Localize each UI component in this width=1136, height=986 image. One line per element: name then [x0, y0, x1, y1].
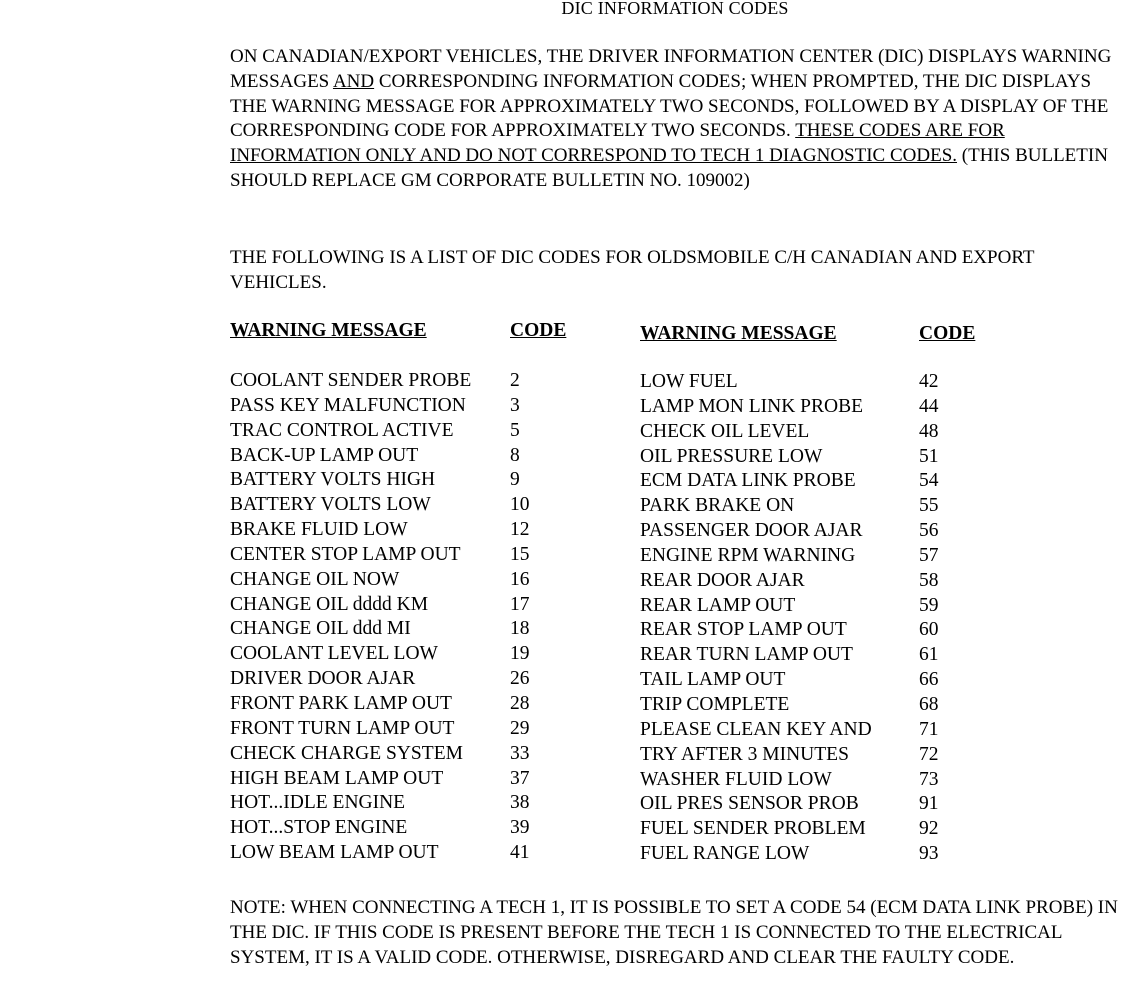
code-value: 73 — [919, 768, 939, 790]
warning-message: OIL PRESSURE LOW — [640, 445, 823, 467]
code-value: 9 — [510, 469, 520, 491]
code-row-right — [640, 718, 960, 743]
code-row-left — [230, 791, 550, 816]
code-value: 17 — [510, 593, 530, 615]
code-value: 29 — [510, 717, 530, 739]
header-code-left: CODE — [510, 320, 567, 341]
intro-paragraph — [230, 45, 1130, 194]
code-value: 44 — [919, 395, 939, 417]
code-row-left — [230, 767, 550, 792]
code-value: 72 — [919, 743, 939, 765]
warning-message: REAR STOP LAMP OUT — [640, 619, 847, 641]
warning-message: REAR TURN LAMP OUT — [640, 644, 853, 666]
code-row-left — [230, 617, 550, 642]
code-table-left — [230, 369, 550, 866]
warning-message: HOT...IDLE ENGINE — [230, 792, 406, 814]
code-row-left — [230, 841, 550, 866]
code-row-right — [640, 395, 960, 420]
warning-message: TRY AFTER 3 MINUTES — [640, 743, 849, 765]
warning-message: CENTER STOP LAMP OUT — [230, 543, 461, 565]
code-row-left — [230, 444, 550, 469]
code-value: 15 — [510, 543, 530, 565]
code-value: 19 — [510, 643, 530, 665]
code-value: 54 — [919, 470, 939, 492]
warning-message: PARK BRAKE ON — [640, 495, 795, 517]
header-warning-message-left: WARNING MESSAGE — [230, 320, 427, 341]
warning-message: LOW BEAM LAMP OUT — [230, 842, 439, 864]
code-value: 38 — [510, 792, 530, 814]
code-row-right — [640, 544, 960, 569]
code-row-left — [230, 369, 550, 394]
warning-message: LAMP MON LINK PROBE — [640, 395, 864, 417]
warning-message: BACK-UP LAMP OUT — [230, 444, 419, 466]
warning-message: HOT...STOP ENGINE — [230, 817, 408, 839]
code-value: 55 — [919, 495, 939, 517]
code-row-right — [640, 743, 960, 768]
list-intro-paragraph: THE FOLLOWING IS A LIST OF DIC CODES FOR OLDSMOBILE C/H CANADIAN AND EXPORT VEHICLES. — [230, 247, 1035, 293]
code-row-right — [640, 618, 960, 643]
warning-message: ECM DATA LINK PROBE — [640, 470, 856, 492]
warning-message: CHECK OIL LEVEL — [640, 420, 810, 442]
warning-message: DRIVER DOOR AJAR — [230, 668, 416, 690]
code-row-left — [230, 468, 550, 493]
code-value: 39 — [510, 817, 530, 839]
code-value: 26 — [510, 668, 530, 690]
warning-message: REAR DOOR AJAR — [640, 569, 805, 591]
code-row-right — [640, 370, 960, 395]
warning-message: PLEASE CLEAN KEY AND — [640, 718, 872, 740]
code-row-right — [640, 768, 960, 793]
code-value: 41 — [510, 842, 530, 864]
code-row-left — [230, 717, 550, 742]
code-value: 48 — [919, 420, 939, 442]
code-row-left — [230, 642, 550, 667]
code-row-right — [640, 693, 960, 718]
code-value: 57 — [919, 544, 939, 566]
warning-message: FUEL SENDER PROBLEM — [640, 818, 866, 840]
code-value: 61 — [919, 644, 939, 666]
warning-message: FUEL RANGE LOW — [640, 843, 810, 865]
code-value: 92 — [919, 818, 939, 840]
code-value: 59 — [919, 594, 939, 616]
code-row-right — [640, 792, 960, 817]
page-title: DIC INFORMATION CODES — [561, 0, 789, 18]
code-value: 60 — [919, 619, 939, 641]
warning-message: ENGINE RPM WARNING — [640, 544, 856, 566]
code-value: 91 — [919, 793, 939, 815]
warning-message: LOW FUEL — [640, 371, 738, 392]
code-value: 12 — [510, 519, 530, 541]
code-row-right — [640, 469, 960, 494]
warning-message: TAIL LAMP OUT — [640, 669, 786, 691]
warning-message: BATTERY VOLTS LOW — [230, 494, 431, 516]
intro-and-underlined: AND — [332, 70, 375, 92]
warning-message: OIL PRES SENSOR PROB — [640, 793, 859, 815]
code-row-right — [640, 420, 960, 445]
code-value: 2 — [510, 370, 520, 391]
warning-message: CHECK CHARGE SYSTEM — [230, 742, 463, 764]
warning-message: CHANGE OIL ddd MI — [230, 618, 411, 640]
code-value: 93 — [919, 843, 939, 865]
intro-text-2: CORRESPONDING INFORMATION CODES; WHEN PROMPTED, THE DIC DISPLAYS THE WARNING MESSAGE FOR APPROXIMATELY TWO SECONDS, FOLLOWED BY A DISPLAY OF THE CORRESPONDING CODE FOR APPROXIMATELY TWO SECONDS. — [230, 70, 1109, 142]
warning-message: FRONT TURN LAMP OUT — [230, 717, 455, 739]
header-code-right: CODE — [919, 323, 976, 344]
code-value: 71 — [919, 718, 939, 740]
code-row-right — [640, 817, 960, 842]
code-row-left — [230, 568, 550, 593]
code-value: 68 — [919, 693, 939, 715]
code-row-left — [230, 543, 550, 568]
code-row-left — [230, 816, 550, 841]
warning-message: PASS KEY MALFUNCTION — [230, 394, 466, 416]
warning-message: TRAC CONTROL ACTIVE — [230, 419, 454, 441]
warning-message: CHANGE OIL dddd KM — [230, 593, 429, 615]
warning-message: BRAKE FLUID LOW — [230, 519, 408, 541]
code-value: 16 — [510, 568, 530, 590]
code-value: 18 — [510, 618, 530, 640]
warning-message: COOLANT SENDER PROBE — [230, 370, 472, 391]
code-value: 42 — [919, 371, 939, 392]
code-value: 5 — [510, 419, 520, 441]
code-row-right — [640, 494, 960, 519]
header-warning-message-right: WARNING MESSAGE — [640, 323, 837, 344]
code-value: 66 — [919, 669, 939, 691]
warning-message: COOLANT LEVEL LOW — [230, 643, 438, 665]
code-row-left — [230, 518, 550, 543]
code-row-left — [230, 419, 550, 444]
intro-text-1: ON CANADIAN/EXPORT VEHICLES, THE DRIVER INFORMATION CENTER (DIC) DISPLAYS WARNING MESSAGES — [230, 46, 1112, 92]
code-row-right — [640, 594, 960, 619]
warning-message: TRIP COMPLETE — [640, 693, 790, 715]
code-row-right — [640, 569, 960, 594]
code-row-left — [230, 593, 550, 618]
warning-message: CHANGE OIL NOW — [230, 568, 400, 590]
code-row-right — [640, 519, 960, 544]
code-value: 28 — [510, 692, 530, 714]
code-table-right — [640, 370, 960, 867]
warning-message: FRONT PARK LAMP OUT — [230, 692, 452, 714]
code-value: 51 — [919, 445, 939, 467]
code-value: 58 — [919, 569, 939, 591]
code-row-left — [230, 493, 550, 518]
warning-message: PASSENGER DOOR AJAR — [640, 520, 863, 542]
code-value: 56 — [919, 520, 939, 542]
warning-message: REAR LAMP OUT — [640, 594, 796, 616]
code-value: 33 — [510, 742, 530, 764]
intro-text-3: (THIS BULLETIN SHOULD REPLACE GM CORPORATE BULLETIN NO. 109002) — [230, 145, 1108, 191]
code-row-right — [640, 643, 960, 668]
note-paragraph: NOTE: WHEN CONNECTING A TECH 1, IT IS POSSIBLE TO SET A CODE 54 (ECM DATA LINK PROBE) IN THE DIC. IF THIS CODE IS PRESENT BEFORE THE TECH 1 IS CONNECTED TO THE ELECTRICAL SYSTEM, IT IS A VALID CODE. OTHERWISE, DISREGARD AND CLEAR THE FAULTY CODE. — [230, 897, 1118, 968]
code-value: 10 — [510, 494, 530, 516]
code-row-left — [230, 742, 550, 767]
code-row-left — [230, 394, 550, 419]
code-row-right — [640, 842, 960, 867]
warning-message: BATTERY VOLTS HIGH — [230, 469, 436, 491]
code-row-left — [230, 667, 550, 692]
code-row-left — [230, 692, 550, 717]
code-value: 8 — [510, 444, 520, 466]
warning-message: WASHER FLUID LOW — [640, 768, 832, 790]
code-value: 3 — [510, 394, 520, 416]
code-row-right — [640, 668, 960, 693]
intro-underlined-sentence: THESE CODES ARE FOR INFORMATION ONLY AND DO NOT CORRESPOND TO TECH 1 DIAGNOSTIC CODES. — [230, 120, 1005, 167]
code-value: 37 — [510, 767, 530, 789]
code-row-right — [640, 445, 960, 470]
warning-message: HIGH BEAM LAMP OUT — [230, 767, 444, 789]
